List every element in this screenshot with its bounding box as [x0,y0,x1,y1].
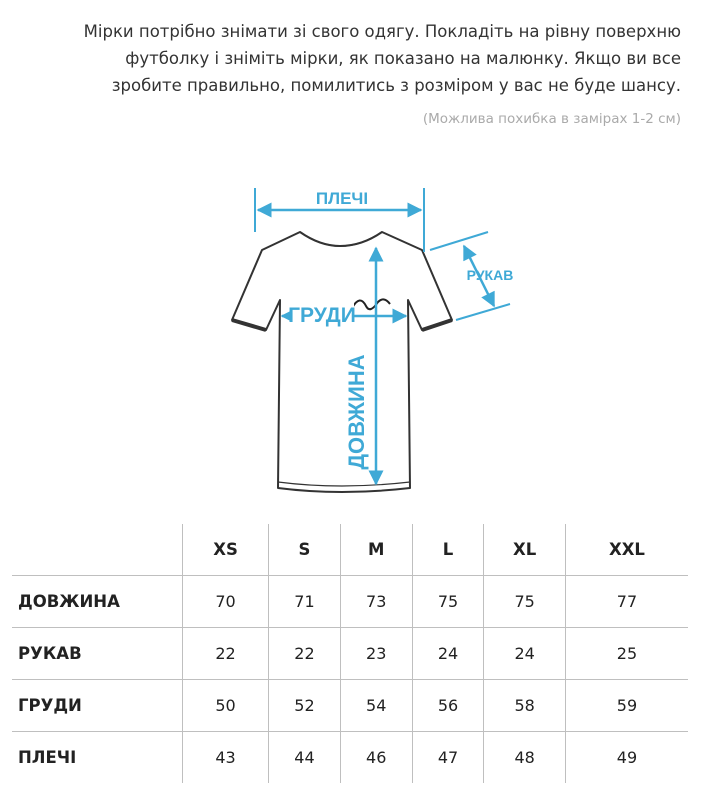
table-cell: 77 [565,576,688,628]
row-label: ДОВЖИНА [12,576,183,628]
size-header: M [340,524,412,576]
size-header: XL [484,524,566,576]
label-shoulders: ПЛЕЧІ [315,189,369,208]
table-cell: 71 [269,576,341,628]
table-cell: 24 [484,628,566,680]
table-cell: 56 [412,680,484,732]
table-cell: 22 [269,628,341,680]
table-cell: 47 [412,732,484,784]
table-cell: 46 [340,732,412,784]
intro-line: футболку і зніміть мірки, як показано на малюнку. Якщо ви все [125,49,681,68]
tshirt-measurement-diagram [0,170,701,510]
table-cell: 70 [183,576,269,628]
table-cell: 59 [565,680,688,732]
table-cell: 75 [484,576,566,628]
label-chest: ГРУДИ [288,304,356,327]
table-cell: 23 [340,628,412,680]
row-label: ГРУДИ [12,680,183,732]
header-empty-cell [12,524,183,576]
table-cell: 54 [340,680,412,732]
label-sleeve: РУКАВ [466,267,514,283]
table-row [12,576,688,628]
intro-text [21,18,681,99]
table-cell: 52 [269,680,341,732]
table-cell: 49 [565,732,688,784]
table-row [12,680,688,732]
label-length: ДОВЖИНА [344,354,369,470]
table-cell: 24 [412,628,484,680]
size-header: XS [183,524,269,576]
table-cell: 58 [484,680,566,732]
table-cell: 48 [484,732,566,784]
size-header: XXL [565,524,688,576]
table-cell: 43 [183,732,269,784]
size-table [12,524,688,783]
size-header: L [412,524,484,576]
table-cell: 25 [565,628,688,680]
size-header-row [12,524,688,576]
tshirt-diagram-svg [0,170,701,510]
row-label: РУКАВ [12,628,183,680]
table-cell: 44 [269,732,341,784]
size-header: S [269,524,341,576]
table-row [12,628,688,680]
tshirt-outline [232,232,452,492]
table-cell: 50 [183,680,269,732]
table-cell: 75 [412,576,484,628]
intro-line: Мірки потрібно знімати зі свого одягу. Покладіть на рівну поверхню [83,22,681,41]
table-row [12,732,688,784]
table-cell: 22 [183,628,269,680]
intro-line: зробите правильно, помилитись з розміром у вас не буде шансу. [111,76,681,95]
table-cell: 73 [340,576,412,628]
tolerance-note: (Можлива похибка в замірах 1-2 см) [422,111,681,127]
row-label: ПЛЕЧІ [12,732,183,784]
size-table-grid [12,524,688,783]
